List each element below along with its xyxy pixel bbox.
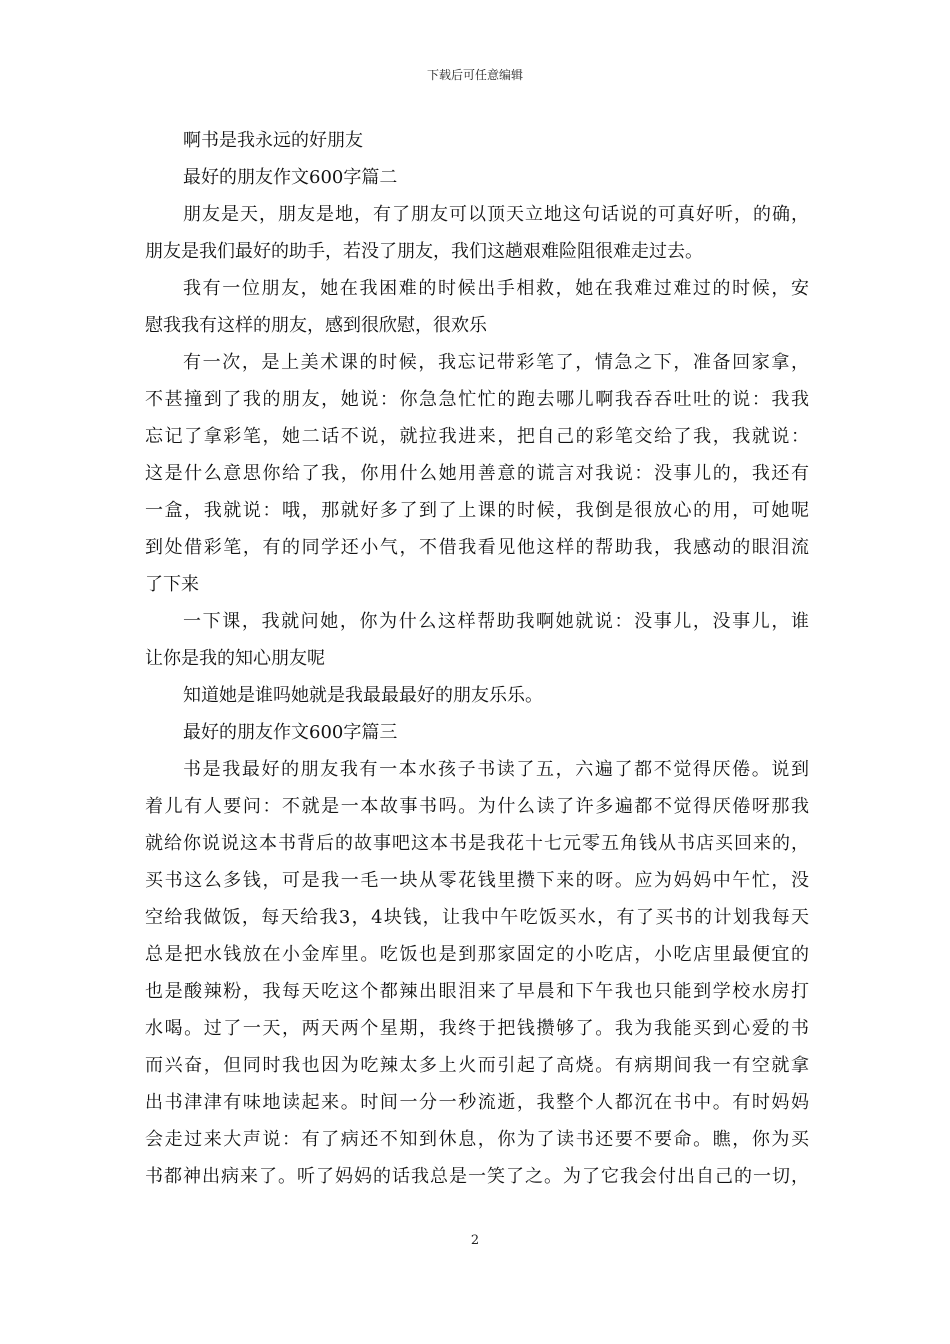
- text-line: 了下来: [145, 574, 199, 595]
- text-line: 朋友是我们最好的助手，若没了朋友，我们这趟艰难险阻很难走过去。: [145, 241, 703, 262]
- text-line: 到处借彩笔，有的同学还小气，不借我看见他这样的帮助我，我感动的眼泪流: [145, 537, 809, 558]
- text-line: 朋友是天，朋友是地，有了朋友可以顶天立地这句话说的可真好听，的确，: [183, 204, 809, 225]
- text-line: 最好的朋友作文600字篇三: [183, 722, 398, 743]
- page-number: 2: [470, 1233, 480, 1248]
- text-line: 就给你说说这本书背后的故事吧这本书是我花十七元零五角钱从书店买回来的，: [145, 833, 809, 854]
- text-line: 会走过来大声说：有了病还不知到休息，你为了读书还要不要命。瞧，你为买: [145, 1129, 809, 1150]
- text-line: 这是什么意思你给了我，你用什么她用善意的谎言对我说：没事儿的，我还有: [145, 463, 809, 484]
- text-line: 不甚撞到了我的朋友，她说：你急急忙忙的跑去哪儿啊我吞吞吐吐的说：我我: [145, 389, 809, 410]
- text-line: 空给我做饭，每天给我3，4块钱，让我中午吃饭买水，有了买书的计划我每天: [145, 907, 809, 928]
- text-line: 知道她是谁吗她就是我最最最好的朋友乐乐。: [183, 685, 543, 706]
- page-header: 下载后可任意编辑: [426, 68, 523, 82]
- text-line: 也是酸辣粉，我每天吃这个都辣出眼泪来了早晨和下午我也只能到学校水房打: [145, 981, 809, 1002]
- text-line: 啊书是我永远的好朋友: [183, 130, 363, 151]
- text-line: 总是把水钱放在小金库里。吃饭也是到那家固定的小吃店，小吃店里最便宜的: [145, 944, 809, 965]
- text-line: 一盒，我就说：哦，那就好多了到了上课的时候，我倒是很放心的用，可她呢: [145, 500, 809, 521]
- text-line: 着儿有人要问：不就是一本故事书吗。为什么读了许多遍都不觉得厌倦呀那我: [145, 796, 809, 817]
- text-line: 出书津津有味地读起来。时间一分一秒流逝，我整个人都沉在书中。有时妈妈: [145, 1092, 809, 1113]
- text-line: 水喝。过了一天，两天两个星期，我终于把钱攒够了。我为我能买到心爱的书: [145, 1018, 809, 1039]
- text-line: 慰我我有这样的朋友，感到很欣慰，很欢乐: [145, 315, 487, 336]
- text-line: 书是我最好的朋友我有一本水孩子书读了五，六遍了都不觉得厌倦。说到: [183, 759, 809, 780]
- text-line: 一下课，我就问她，你为什么这样帮助我啊她就说：没事儿，没事儿，谁: [183, 611, 809, 632]
- text-line: 最好的朋友作文600字篇二: [183, 167, 398, 188]
- text-line: 忘记了拿彩笔，她二话不说，就拉我进来，把自己的彩笔交给了我，我就说：: [145, 426, 809, 447]
- text-line: 书都神出病来了。听了妈妈的话我总是一笑了之。为了它我会付出自己的一切，: [145, 1166, 809, 1187]
- text-line: 买书这么多钱，可是我一毛一块从零花钱里攒下来的呀。应为妈妈中午忙，没: [145, 870, 809, 891]
- text-line: 让你是我的知心朋友呢: [145, 648, 325, 669]
- text-line: 有一次，是上美术课的时候，我忘记带彩笔了，情急之下，准备回家拿，: [183, 352, 809, 373]
- document-body: [145, 122, 809, 1195]
- text-line: 我有一位朋友，她在我困难的时候出手相救，她在我难过难过的时候，安: [183, 278, 809, 299]
- text-line: 而兴奋，但同时我也因为吃辣太多上火而引起了高烧。有病期间我一有空就拿: [145, 1055, 809, 1076]
